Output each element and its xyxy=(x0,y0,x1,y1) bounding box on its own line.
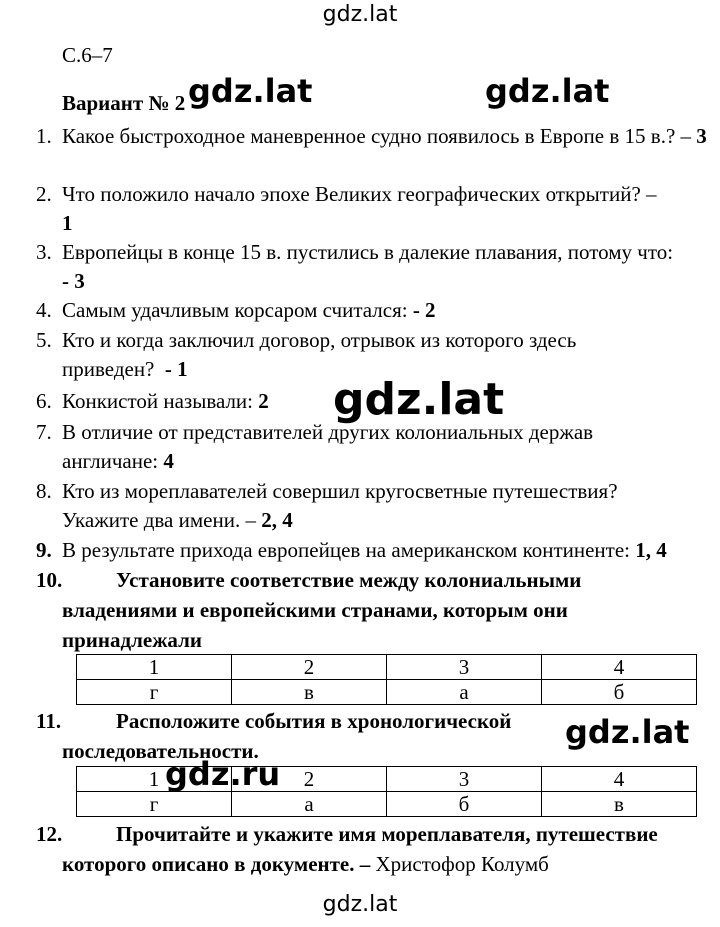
question-text: В результате прихода европейцев на американском континенте: xyxy=(62,538,631,562)
question-text: В отличие от представителей других колониальных держав англичане: xyxy=(62,420,594,473)
answer-table-10 xyxy=(76,654,697,705)
question-text-line: которого описано в документе. – xyxy=(62,852,371,876)
variant-title: Вариант № 2 xyxy=(62,91,186,115)
footer-watermark: gdz.lat xyxy=(322,892,398,917)
question-number: 6. xyxy=(36,389,52,413)
question-9 xyxy=(36,536,708,565)
table-cell: б xyxy=(387,792,542,817)
table-header-cell: 2 xyxy=(232,767,387,792)
table-cell: б xyxy=(542,680,697,705)
table-cell: а xyxy=(387,680,542,705)
question-number: 4. xyxy=(36,298,52,322)
question-text: Конкистой называли: xyxy=(62,389,254,413)
question-1 xyxy=(36,122,708,151)
question-number: 9. xyxy=(36,538,52,562)
answer: - 2 xyxy=(412,298,436,322)
question-text: Какое быстроходное маневренное судно появилось в Европе в 15 в.? – xyxy=(62,124,692,148)
table-header-cell: 1 xyxy=(77,767,232,792)
answer: 4 xyxy=(163,449,174,473)
table-cell: в xyxy=(232,680,387,705)
answer: 1, 4 xyxy=(635,538,667,562)
question-text-line: последовательности. xyxy=(62,739,259,763)
page-reference: С.6–7 xyxy=(62,43,113,67)
answer: - 3 xyxy=(62,269,85,293)
table-header-cell: 1 xyxy=(77,655,232,680)
table-header-cell: 2 xyxy=(232,655,387,680)
question-number: 2. xyxy=(36,182,52,206)
answer: Христофор Колумб xyxy=(375,852,549,876)
question-number: 11. xyxy=(36,709,62,733)
question-number: 1. xyxy=(36,124,52,148)
answer: - 1 xyxy=(164,357,188,381)
question-number: 12. xyxy=(36,822,63,846)
table-header-cell: 4 xyxy=(542,655,697,680)
question-text-line: Установите соответствие между колониальными xyxy=(116,568,582,592)
answer: 2 xyxy=(258,389,269,413)
question-text: Самым удачливым корсаром считался: xyxy=(62,298,408,322)
question-text-line: принадлежали xyxy=(62,628,202,652)
answer: 2, 4 xyxy=(261,508,293,532)
question-7 xyxy=(36,418,708,476)
question-4 xyxy=(36,296,708,325)
header-watermark: gdz.lat xyxy=(322,2,398,27)
table-cell: г xyxy=(77,792,232,817)
watermark-logo: gdz.lat xyxy=(188,72,313,110)
watermark-logo: gdz.lat xyxy=(565,713,690,751)
question-8 xyxy=(36,477,708,535)
question-number: 10. xyxy=(36,568,63,592)
question-text: Европейцы в конце 15 в. пустились в далекие плавания, потому что: xyxy=(62,240,674,264)
table-cell: г xyxy=(77,680,232,705)
watermark-logo: gdz.ru xyxy=(165,755,281,793)
question-12 xyxy=(36,819,696,879)
question-text: Что положило начало эпохе Великих географических открытий? – xyxy=(62,182,657,206)
question-text-line: Расположите события в хронологической xyxy=(116,709,512,733)
question-10 xyxy=(36,565,696,655)
question-2 xyxy=(36,180,708,238)
table-header-cell: 3 xyxy=(387,655,542,680)
watermark-logo: gdz.lat xyxy=(485,72,610,110)
question-3 xyxy=(36,238,708,296)
table-header-cell: 4 xyxy=(542,767,697,792)
question-number: 3. xyxy=(36,240,52,264)
question-text: Кто из мореплавателей совершил кругосветные путешествия? Укажите два имени. – xyxy=(62,479,618,532)
question-number: 5. xyxy=(36,328,52,352)
question-number: 7. xyxy=(36,420,52,444)
watermark-logo: gdz.lat xyxy=(333,374,505,425)
question-text: Кто и когда заключил договор, отрывок из которого здесь приведен? xyxy=(62,328,577,381)
answer: 1 xyxy=(62,211,73,235)
table-cell: а xyxy=(232,792,387,817)
question-text-line: Прочитайте и укажите имя мореплавателя, путешествие xyxy=(116,822,658,846)
question-number: 8. xyxy=(36,479,52,503)
table-header-cell: 3 xyxy=(387,767,542,792)
table-cell: в xyxy=(542,792,697,817)
answer: 3 xyxy=(696,124,707,148)
question-text-line: владениями и европейскими странами, которым они xyxy=(62,598,568,622)
